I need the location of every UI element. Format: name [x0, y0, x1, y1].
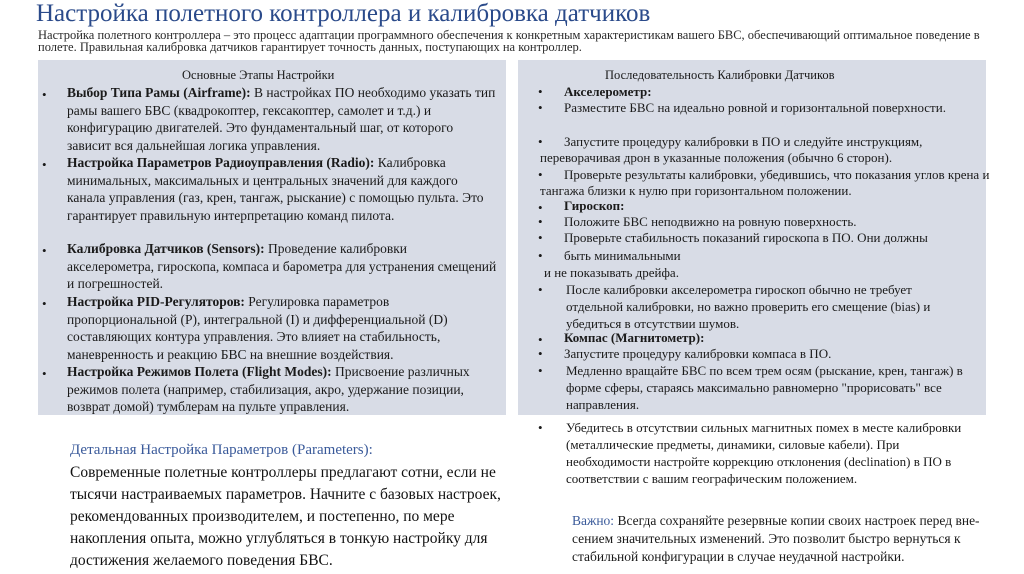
accel-title: Акселерометр:	[564, 84, 652, 99]
bullet: •	[538, 200, 543, 215]
compass-title: Компас (Магнитометр):	[564, 330, 705, 345]
accel-step-1: Разместите БВС на идеально ровной и горизонтальной поверхности.	[564, 100, 946, 115]
compass-step-1: Запустите процедуру калибровки компаса в ПО.	[564, 346, 832, 361]
stage-text: Калибровка минимальных, максимальных и центральных значений для каждого канала управления (газ, крен, тангаж, рыскание) с помощью пульта. Это гарантирует правильную интерпретацию команд пилота.	[67, 155, 484, 223]
bullet: •	[538, 230, 543, 245]
accel-step-3: Проверьте результаты калибровки, убедившись, что показания углов крена и тангажа близки к нулю при горизонтальном положении.	[540, 167, 990, 198]
stage-text: В настройках ПО необходимо указать тип рамы вашего БВС (квадрокоптер, гексакоптер, самолет и т.д.) и конфигурацию двигателей. Это фундаментальный шаг, от которого зависит вся дальнейшая логика управления.	[67, 85, 496, 153]
stage-pid	[67, 293, 497, 363]
bullet: •	[538, 363, 543, 378]
params-text: Современные полетные контроллеры предлагают сотни, если не тысячи настраиваемых параметров. Начните с базовых настроек, рекомендованных производителем, и постепенно, по мере накопления опыта, можно углубляться в тонкую настройку для достижения желаемого поведения БВС.	[70, 464, 501, 569]
gyro-step-2-end: и не показывать дрейфа.	[544, 265, 679, 280]
stage-text: Присвоение различных режимов полета (например, стабилизация, акро, удержание позиции, возврат домой) тумблерам на пульте управления.	[67, 364, 470, 414]
page-title: Настройка полетного контроллера и калибровка датчиков	[36, 0, 651, 27]
stage-sensors	[67, 240, 497, 293]
stage-label: Настройка Режимов Полета (Flight Modes):	[67, 364, 332, 379]
bullet: •	[538, 346, 543, 361]
bullet: •	[42, 157, 47, 172]
gyro-step-1: Положите БВС неподвижно на ровную поверхность.	[564, 214, 857, 229]
compass-step-3: Убедитесь в отсутствии сильных магнитных помех в месте калибровки (металлические предметы, динамики, силовые кабели). При необходимости настройте коррекцию отклонения (declination) в ПО в соответствии с вашим географическим положением.	[566, 420, 962, 486]
bullet: •	[538, 420, 543, 435]
intro-text: Настройка полетного контроллера – это процесс адаптации программного обеспечения к конкретным характеристикам вашего БВС, обеспечивающий оптимальное поведение в полете. Правильная калибровка датчиков гарантирует точность данных, поступающих на контроллер.	[38, 28, 980, 54]
bullet: •	[538, 100, 543, 115]
stage-radio	[67, 154, 497, 224]
important-note	[572, 512, 1002, 566]
note-label: Важно:	[572, 513, 615, 528]
stage-airframe	[67, 84, 497, 154]
gyro-step-3: После калибровки акселерометра гироскоп обычно не требует отдельной калибровки, но важно проверить его смещение (bias) и убедиться в отсутствии шумов.	[566, 282, 931, 331]
stage-label: Настройка Параметров Радиоуправления (Radio):	[67, 155, 375, 170]
bullet: •	[538, 134, 543, 149]
bullet: •	[42, 296, 47, 311]
bullet: •	[538, 167, 543, 182]
bullet: •	[538, 248, 543, 263]
params-heading: Детальная Настройка Параметров (Parameters):	[70, 442, 373, 458]
bullet: •	[538, 332, 543, 347]
accel-step-2: Запустите процедуру калибровки в ПО и следуйте инструкциям, переворачивая дрон в указанные положения (обычно 6 сторон).	[540, 134, 923, 165]
gyro-title: Гироскоп:	[564, 198, 625, 213]
gyro-step-2: Проверьте стабильность показаний гироскопа в ПО. Они должны	[564, 230, 928, 245]
bullet: •	[42, 366, 47, 381]
note-text: Всегда сохраняйте резервные копии своих настроек перед вне-сением значительных изменений. Это позволит быстро вернуться к стабильной конфигурации в случае неудачной настройки.	[572, 513, 980, 564]
stage-label: Калибровка Датчиков (Sensors):	[67, 241, 265, 256]
stage-label: Настройка PID-Регуляторов:	[67, 294, 245, 309]
bullet: •	[538, 214, 543, 229]
bullet: •	[538, 84, 543, 99]
bullet: •	[42, 243, 47, 258]
stage-text: Проведение калибровки акселерометра, гироскопа, компаса и барометра для устранения смещений и погрешностей.	[67, 241, 497, 291]
stage-text: Регулировка параметров пропорциональной (P), интегральной (I) и дифференциальной (D) составляющих контура управления. Это влияет на стабильность, маневренность и реакцию БВС на внешние воздействия.	[67, 294, 448, 362]
gyro-step-2-cont: быть минимальными	[564, 248, 681, 263]
stage-flight-modes	[67, 363, 497, 416]
calibration-heading: Последовательность Калибровки Датчиков	[605, 68, 835, 82]
bullet: •	[42, 87, 47, 102]
bullet: •	[538, 282, 543, 297]
stage-label: Выбор Типа Рамы (Airframe):	[67, 85, 251, 100]
setup-stages-heading: Основные Этапы Настройки	[182, 68, 335, 82]
compass-step-2: Медленно вращайте БВС по всем трем осям (рыскание, крен, тангаж) в форме сферы, стараясь максимально равномерно "прорисовать" все направления.	[566, 363, 963, 412]
